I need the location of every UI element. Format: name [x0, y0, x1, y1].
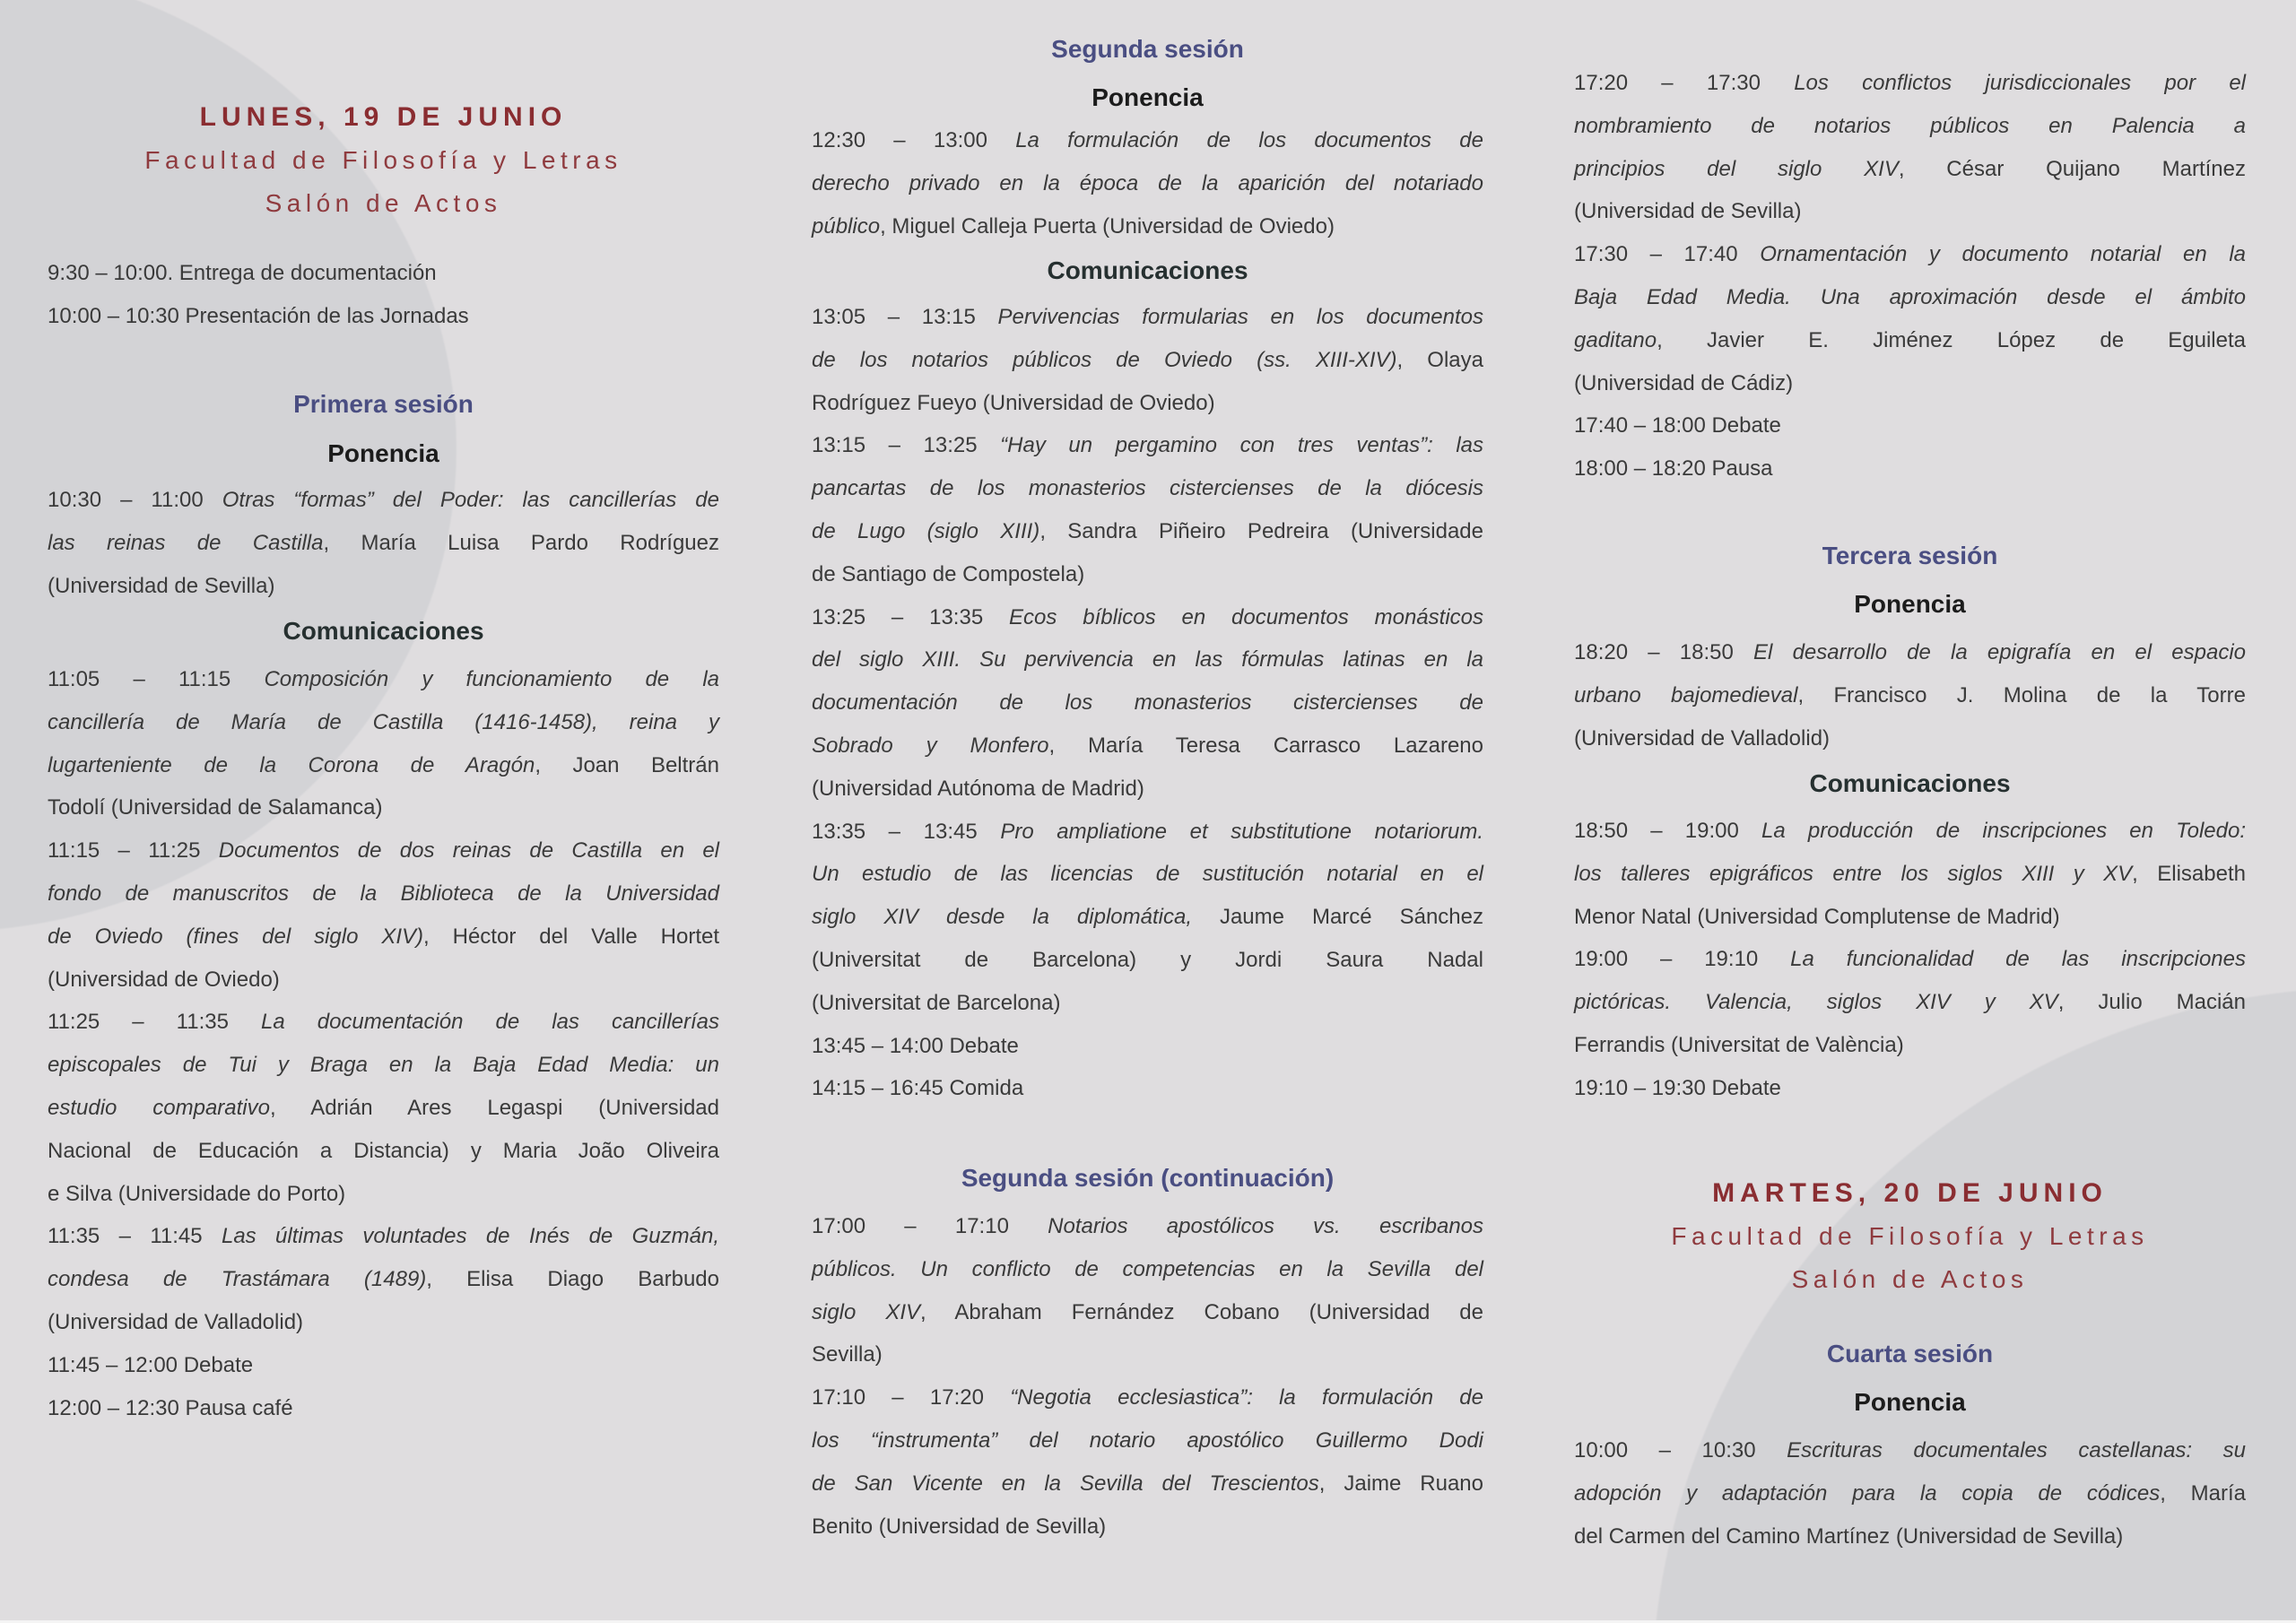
entry-title-text: pancartas de los monasterios cistercienses de la diócesis: [812, 476, 1483, 501]
room: Salón de Actos: [265, 189, 502, 217]
entry-line: [812, 1248, 1483, 1291]
entry-text: de Santiago de Compostela): [812, 561, 1085, 586]
entry-line: [812, 1291, 1483, 1334]
entry-text: 17:30 – 17:40: [1574, 242, 1761, 267]
entry-text: Sevilla): [812, 1342, 883, 1367]
entry-line: [1574, 1515, 2246, 1558]
entry-text: 11:25 – 11:35: [48, 1010, 261, 1035]
program-entry: [812, 1205, 1483, 1376]
entry-line: [48, 252, 719, 295]
entry-title-text: Otras “formas” del Poder: las cancillerías de: [222, 488, 719, 512]
program-entry: [1574, 631, 2246, 759]
entry-line: [1574, 148, 2246, 191]
entry-title-text: público: [812, 213, 881, 239]
entry-text: 12:30 – 13:00: [812, 128, 1016, 152]
entry-text: (Universidad de Oviedo): [48, 967, 280, 992]
entry-line: [48, 1301, 719, 1344]
program-entry: [48, 829, 719, 1001]
program-entry: [48, 1215, 719, 1343]
entry-line: [812, 339, 1483, 382]
program-entry: [48, 1001, 719, 1215]
entry-text: , María Luisa Pardo Rodríguez: [323, 530, 720, 555]
entry-line: [812, 382, 1483, 425]
entry-text: (Universitat de Barcelona) y Jordi Saura Nadal: [812, 947, 1483, 972]
entry-text: (Universitat de Barcelona): [812, 990, 1061, 1015]
program-entry: [812, 1376, 1483, 1548]
entry-title-text: cancillería de María de Castilla (1416-1458), reina y: [48, 709, 719, 734]
entry-text: Menor Natal (Universidad Complutense de Madrid): [1574, 904, 2060, 929]
entry-line: [812, 162, 1483, 205]
entry-title-text: episcopales de Tui y Braga en la Baja Edad Media: un: [48, 1053, 719, 1078]
program-entry: [48, 1344, 719, 1387]
entry-text: , Miguel Calleja Puerta (Universidad de Oviedo): [880, 213, 1335, 239]
entry-title-text: las reinas de Castilla: [48, 530, 324, 555]
comunicaciones-label: Comunicaciones: [1047, 256, 1248, 284]
entry-title-text: urbano bajomedieval: [1574, 682, 1798, 707]
entry-text: Ferrandis (Universitat de València): [1574, 1032, 1904, 1057]
entry-line: [1574, 404, 2246, 447]
entry-line: [1574, 447, 2246, 490]
ponencia-list: [48, 479, 719, 607]
entry-line: [812, 1419, 1483, 1462]
intro-list: [48, 252, 719, 338]
entry-text: , Héctor del Valle Hortet: [423, 924, 720, 949]
entry-line: [48, 565, 719, 608]
comunicaciones-list: [48, 658, 719, 1429]
entry-line: [48, 479, 719, 522]
program-entry: [48, 658, 719, 829]
entry-line: [812, 296, 1483, 339]
session-title: Cuarta sesión: [1826, 1340, 1994, 1367]
entry-line: [1574, 674, 2246, 717]
entry-line: [48, 872, 719, 916]
venue: Facultad de Filosofía y Letras: [144, 146, 622, 174]
entry-line: [48, 744, 719, 787]
entry-title-text: “Hay un pergamino con tres ventas”: las: [1000, 433, 1484, 458]
entry-text: e Silva (Universidade do Porto): [48, 1181, 346, 1206]
entry-line: [812, 510, 1483, 553]
entry-line: [48, 658, 719, 701]
day-header-lunes: [48, 96, 719, 225]
entry-line: [1574, 190, 2246, 233]
entry-line: [812, 1205, 1483, 1248]
entry-title-text: estudio comparativo: [48, 1095, 270, 1120]
entry-line: [812, 896, 1483, 939]
day-header-martes: [1574, 1172, 2246, 1301]
program-entry: [812, 811, 1483, 1025]
entry-line: [812, 982, 1483, 1025]
entry-title-text: lugarteniente de la Corona de Aragón: [48, 752, 535, 777]
entry-line: [812, 553, 1483, 596]
entry-text: (Universidad Autónoma de Madrid): [812, 776, 1144, 801]
entry-line: [48, 522, 719, 565]
entry-line: [1574, 938, 2246, 981]
entry-text: , Joan Beltrán: [535, 752, 719, 777]
entry-line: [1574, 1472, 2246, 1515]
entry-title-text: Las últimas voluntades de Inés de Guzmán,: [221, 1224, 720, 1249]
entry-title-text: Pervivencias formularias en los documentos: [997, 305, 1484, 329]
entry-line: [812, 939, 1483, 982]
entry-title-text: Los conflictos jurisdiccionales por el: [1794, 71, 2247, 95]
entry-line: [48, 701, 719, 744]
program-entry: [1574, 447, 2246, 490]
entry-line: [48, 1173, 719, 1216]
entry-line: [812, 1025, 1483, 1068]
ponencia-label: Ponencia: [1854, 1388, 1966, 1416]
entry-title-text: nombramiento de notarios públicos en Palencia a: [1574, 113, 2246, 138]
entry-title-text: El desarrollo de la epigrafía en el espacio: [1753, 640, 2246, 664]
entry-line: [1574, 631, 2246, 674]
entry-line: [48, 1344, 719, 1387]
entry-line: [812, 205, 1483, 248]
entry-line: [1574, 1024, 2246, 1067]
entry-text: (Universidad de Sevilla): [1574, 199, 1802, 224]
entry-text: 17:40 – 18:00 Debate: [1574, 413, 1781, 438]
entry-text: 13:45 – 14:00 Debate: [812, 1033, 1019, 1058]
entry-title-text: Ecos bíblicos en documentos monásticos: [1009, 604, 1483, 629]
entry-line: [48, 786, 719, 829]
entry-line: [48, 829, 719, 872]
entry-line: [48, 1001, 719, 1044]
entry-text: 17:10 – 17:20: [812, 1385, 1011, 1410]
program-entry: [812, 424, 1483, 595]
entry-title-text: La formulación de los documentos de: [1015, 128, 1483, 152]
entry-text: , María Teresa Carrasco Lazareno: [1048, 733, 1483, 758]
entry-line: [1574, 717, 2246, 760]
entry-title-text: de San Vicente en la Sevilla del Trescientos: [812, 1471, 1319, 1496]
entry-line: [1574, 276, 2246, 319]
ponencia-label: Ponencia: [1854, 590, 1966, 618]
entry-line: [48, 1258, 719, 1301]
entry-text: 13:35 – 13:45: [812, 819, 1001, 844]
entry-line: [812, 681, 1483, 725]
entry-title-text: principios del siglo XIV: [1574, 156, 1899, 181]
entry-line: [812, 424, 1483, 467]
entry-line: [48, 1087, 719, 1130]
entry-title-text: La documentación de las cancillerías: [261, 1010, 720, 1035]
entry-title-text: del siglo XIII. Su pervivencia en las fórmulas latinas en la: [812, 647, 1483, 673]
continuation-list: [812, 1205, 1483, 1548]
entry-text: 11:05 – 11:15: [48, 667, 265, 691]
entry-title-text: de los notarios públicos de Oviedo (ss. XIII-XIV): [812, 347, 1397, 372]
entry-title-text: adopción y adaptación para la copia de códices: [1574, 1480, 2161, 1506]
entry-title-text: públicos. Un conflicto de competencias en la Sevilla del: [812, 1256, 1483, 1281]
entry-text: 12:00 – 12:30 Pausa café: [48, 1395, 293, 1420]
continuation-list: [1574, 62, 2246, 490]
entry-line: [812, 1506, 1483, 1549]
entry-line: [48, 1130, 719, 1173]
entry-title-text: Documentos de dos reinas de Castilla en el: [218, 838, 720, 864]
entry-line: [48, 1044, 719, 1087]
entry-text: 11:45 – 12:00 Debate: [48, 1352, 254, 1377]
entry-text: Nacional de Educación a Distancia) y Maria João Oliveira: [48, 1138, 719, 1163]
program-entry: [1574, 1429, 2246, 1558]
entry-text: , Abraham Fernández Cobano (Universidad de: [920, 1299, 1483, 1324]
session-title: Primera sesión: [293, 390, 474, 418]
entry-title-text: pictóricas. Valencia, siglos XIV y XV: [1574, 990, 2058, 1015]
comunicaciones-list: [812, 296, 1483, 1110]
program-entry: [812, 296, 1483, 424]
entry-line: [1574, 810, 2246, 853]
session-title: Segunda sesión: [1051, 35, 1244, 63]
entry-text: , Elisabeth: [2132, 861, 2246, 886]
entry-line: [1574, 1429, 2246, 1472]
program-entry: [812, 1025, 1483, 1068]
entry-line: [48, 959, 719, 1002]
entry-line: [1574, 105, 2246, 148]
entry-line: [812, 467, 1483, 510]
entry-title-text: Un estudio de las licencias de sustitución notarial en el: [812, 862, 1483, 887]
entry-text: 19:10 – 19:30 Debate: [1574, 1075, 1781, 1100]
ponencia-label: Ponencia: [1091, 83, 1204, 111]
entry-text: 14:15 – 16:45 Comida: [812, 1076, 1024, 1101]
entry-line: [812, 1462, 1483, 1506]
entry-title-text: fondo de manuscritos de la Biblioteca de la Universidad: [48, 881, 719, 906]
entry-text: , Jaime Ruano: [1318, 1471, 1483, 1496]
entry-text: 11:35 – 11:45: [48, 1224, 222, 1249]
entry-text: 17:00 – 17:10: [812, 1214, 1048, 1238]
program-entry: [1574, 233, 2246, 404]
entry-line: [812, 596, 1483, 639]
entry-title-text: gaditano: [1574, 327, 1657, 352]
entry-line: [812, 768, 1483, 811]
entry-line: [1574, 62, 2246, 105]
day-title: LUNES, 19 DE JUNIO: [199, 102, 568, 132]
program-entry: [812, 1067, 1483, 1110]
session-continuation-title: Segunda sesión (continuación): [961, 1164, 1335, 1192]
entry-text: 10:30 – 11:00: [48, 488, 222, 512]
entry-line: [812, 1067, 1483, 1110]
entry-line: [812, 1333, 1483, 1376]
entry-title-text: los “instrumenta” del notario apostólico Guillermo Dodi: [812, 1428, 1483, 1453]
entry-text: Todolí (Universidad de Salamanca): [48, 795, 383, 820]
entry-text: , Julio Macián: [2057, 990, 2247, 1015]
entry-text: 10:00 – 10:30 Presentación de las Jornadas: [48, 303, 469, 328]
entry-line: [1574, 319, 2246, 362]
entry-text: 18:00 – 18:20 Pausa: [1574, 456, 1773, 482]
entry-title-text: siglo XIV desde la diplomática,: [812, 905, 1192, 930]
entry-line: [812, 811, 1483, 854]
program-entry: [1574, 938, 2246, 1066]
entry-title-text: La producción de inscripciones en Toledo:: [1761, 819, 2246, 843]
venue: Facultad de Filosofía y Letras: [1671, 1222, 2149, 1250]
ponencia-list: [1574, 1429, 2246, 1558]
entry-text: 11:15 – 11:25: [48, 838, 219, 864]
entry-line: [1574, 896, 2246, 939]
entry-text: del Carmen del Camino Martínez (Universidad de Sevilla): [1574, 1523, 2124, 1549]
entry-text: 10:00 – 10:30: [1574, 1438, 1787, 1462]
entry-text: Jaume Marcé Sánchez: [1192, 905, 1483, 930]
entry-title-text: de Lugo (siglo XIII): [812, 518, 1040, 543]
entry-text: , María: [2160, 1480, 2246, 1506]
program-entry: [812, 596, 1483, 811]
entry-text: 18:50 – 19:00: [1574, 819, 1762, 843]
entry-text: , Francisco J. Molina de la Torre: [1797, 682, 2246, 707]
entry-text: 13:25 – 13:35: [812, 604, 1010, 629]
entry-line: [812, 853, 1483, 896]
entry-title-text: siglo XIV: [812, 1299, 921, 1324]
entry-text: , Javier E. Jiménez López de Eguileta: [1657, 327, 2246, 352]
entry-text: 19:00 – 19:10: [1574, 947, 1791, 972]
ponencia-list: [1574, 631, 2246, 759]
entry-title-text: condesa de Trastámara (1489): [48, 1267, 427, 1292]
entry-text: 9:30 – 10:00. Entrega de documentación: [48, 261, 437, 285]
comunicaciones-list: [1574, 810, 2246, 1110]
entry-line: [1574, 362, 2246, 405]
entry-title-text: Composición y funcionamiento de la: [264, 667, 720, 691]
entry-title-text: documentación de los monasterios cistercienses de: [812, 690, 1483, 716]
day-title: MARTES, 20 DE JUNIO: [1712, 1178, 2108, 1208]
ponencia-list: [812, 119, 1483, 247]
entry-line: [1574, 233, 2246, 276]
entry-text: 18:20 – 18:50: [1574, 640, 1754, 664]
entry-line: [812, 1376, 1483, 1419]
entry-title-text: los talleres epigráficos entre los siglos XIII y XV: [1574, 861, 2133, 886]
program-entry: [1574, 1067, 2246, 1110]
room: Salón de Actos: [1791, 1265, 2029, 1293]
entry-line: [812, 725, 1483, 768]
entry-text: 13:15 – 13:25: [812, 433, 1001, 458]
entry-text: Benito (Universidad de Sevilla): [812, 1514, 1107, 1539]
entry-line: [48, 916, 719, 959]
entry-title-text: Pro ampliatione et substitutione notariorum.: [1000, 819, 1484, 844]
program-entry: [48, 1387, 719, 1430]
entry-text: , Elisa Diago Barbudo: [426, 1267, 719, 1292]
entry-line: [48, 295, 719, 338]
entry-title-text: de Oviedo (fines del siglo XIV): [48, 924, 424, 949]
entry-title-text: La funcionalidad de las inscripciones: [1790, 947, 2247, 972]
entry-text: , Adrián Ares Legaspi (Universidad: [269, 1095, 719, 1120]
entry-title-text: “Negotia ecclesiastica”: la formulación de: [1010, 1385, 1484, 1410]
entry-line: [1574, 981, 2246, 1024]
entry-text: , César Quijano Martínez: [1898, 156, 2247, 181]
comunicaciones-label: Comunicaciones: [1809, 769, 2011, 797]
entry-title-text: Sobrado y Monfero: [812, 733, 1049, 758]
program-entry: [1574, 810, 2246, 938]
entry-line: [48, 1387, 719, 1430]
entry-text: , Olaya: [1396, 347, 1484, 372]
program-entry: [48, 252, 719, 295]
entry-text: 17:20 – 17:30: [1574, 71, 1795, 95]
entry-text: , Sandra Piñeiro Pedreira (Universidade: [1039, 518, 1484, 543]
ponencia-label: Ponencia: [327, 439, 439, 467]
entry-line: [812, 638, 1483, 681]
entry-text: (Universidad de Valladolid): [48, 1309, 304, 1334]
program-entry: [812, 119, 1483, 247]
entry-line: [1574, 1067, 2246, 1110]
entry-text: (Universidad de Valladolid): [1574, 725, 1831, 751]
entry-line: [48, 1215, 719, 1258]
comunicaciones-label: Comunicaciones: [283, 617, 484, 645]
entry-title-text: Escrituras documentales castellanas: su: [1787, 1438, 2247, 1462]
program-entry: [48, 479, 719, 607]
entry-title-text: Baja Edad Media. Una aproximación desde el ámbito: [1574, 284, 2246, 309]
session-title: Tercera sesión: [1822, 542, 1998, 569]
program-entry: [48, 295, 719, 338]
program-entry: [1574, 404, 2246, 447]
entry-text: (Universidad de Cádiz): [1574, 370, 1794, 395]
entry-text: Rodríguez Fueyo (Universidad de Oviedo): [812, 390, 1215, 415]
entry-text: 13:05 – 13:15: [812, 305, 998, 329]
program-entry: [1574, 62, 2246, 233]
entry-title-text: Ornamentación y documento notarial en la: [1760, 242, 2247, 267]
entry-line: [1574, 853, 2246, 896]
entry-line: [812, 119, 1483, 162]
entry-text: (Universidad de Sevilla): [48, 573, 275, 598]
entry-title-text: Notarios apostólicos vs. escribanos: [1048, 1214, 1484, 1238]
entry-title-text: derecho privado en la época de la aparición del notariado: [812, 170, 1483, 195]
